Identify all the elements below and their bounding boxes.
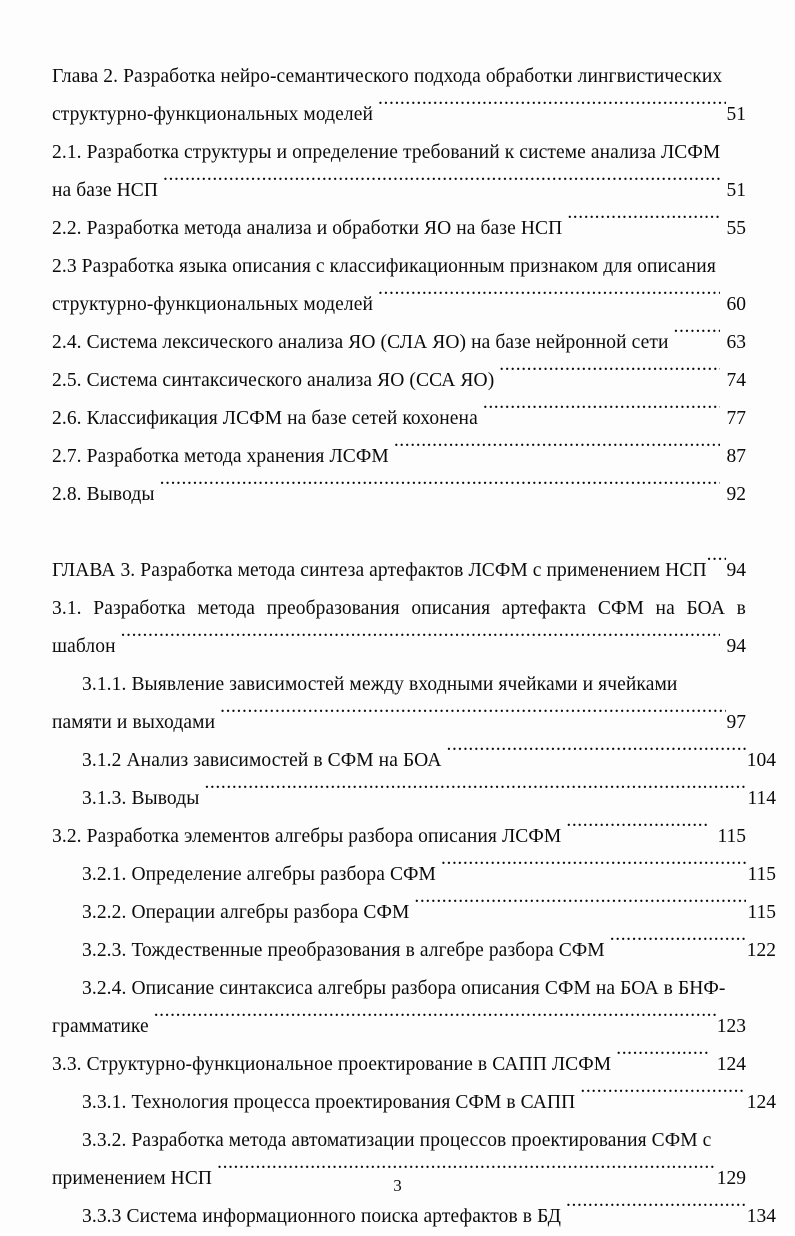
- toc-dot-leader: [441, 861, 746, 881]
- toc-dot-leader: [121, 633, 720, 653]
- toc-entry-line[interactable]: [52, 438, 746, 476]
- toc-dot-leader: [483, 405, 720, 425]
- toc-dot-leader: [160, 481, 720, 501]
- toc-entry-title: 3.3.3 Система информационного поиска артефактов в БД: [82, 1206, 562, 1227]
- toc-entry-page-number: 87: [726, 446, 746, 467]
- toc-entry-title: грамматике: [52, 1016, 149, 1037]
- toc-entry-title: 2.4. Система лексического анализа ЯО (СЛА ЯО) на базе нейронной сети: [52, 332, 669, 353]
- toc-entry-title: применением НСП: [52, 1168, 213, 1189]
- toc-entry-line[interactable]: [52, 362, 746, 400]
- toc-entry-line[interactable]: [52, 552, 746, 590]
- toc-entry-title: 3.3.2. Разработка метода автоматизации процессов проектирования СФМ с: [82, 1130, 712, 1151]
- toc-entry-line[interactable]: [52, 666, 776, 704]
- toc-entry-line[interactable]: [52, 970, 776, 1008]
- toc-entry-line[interactable]: [52, 856, 776, 894]
- toc-entry-page-number: 97: [726, 712, 746, 733]
- toc-entry-line[interactable]: [52, 704, 746, 742]
- toc-entry-line[interactable]: [52, 286, 746, 324]
- toc-entry-line[interactable]: [52, 134, 746, 172]
- toc-entry-page-number: 134: [746, 1206, 776, 1227]
- toc-dot-leader: [204, 785, 746, 805]
- toc-dot-leader: [566, 823, 710, 843]
- toc-dot-leader: [567, 215, 719, 235]
- toc-entry-page-number: 63: [726, 332, 746, 353]
- toc-entry-page-number: 124: [746, 1092, 776, 1113]
- table-of-contents: [52, 58, 776, 1236]
- toc-entry-title: 2.6. Классификация ЛСФМ на базе сетей кохонена: [52, 408, 478, 429]
- toc-entry-line[interactable]: [52, 1046, 746, 1084]
- toc-entry-title: памяти и выходами: [52, 712, 216, 733]
- toc-entry-line[interactable]: [52, 248, 746, 286]
- toc-entry-line[interactable]: [52, 1084, 776, 1122]
- toc-entry-page-number: 77: [726, 408, 746, 429]
- toc-entry-line[interactable]: [52, 210, 746, 248]
- toc-entry-page-number: 114: [747, 788, 776, 809]
- toc-entry-line[interactable]: [52, 172, 746, 210]
- toc-entry-title: 2.5. Система синтаксического анализа ЯО (ССА ЯО): [52, 370, 495, 391]
- toc-entry-page-number: 122: [746, 940, 776, 961]
- toc-entry-line[interactable]: [52, 58, 746, 96]
- toc-entry-line[interactable]: [52, 742, 776, 780]
- toc-entry-page-number: 51: [726, 104, 746, 125]
- toc-entry-title: 3.3.1. Технология процесса проектирования СФМ в САПП: [82, 1092, 576, 1113]
- toc-entry-page-number: 94: [726, 636, 746, 657]
- toc-entry-title: 2.8. Выводы: [52, 484, 155, 505]
- toc-entry-title: 3.1.1. Выявление зависимостей между входными ячейками и ячейками: [82, 674, 678, 695]
- toc-entry-title: Глава 2. Разработка нейро-семантического подхода обработки лингвистических: [52, 66, 723, 87]
- toc-entry-page-number: 51: [726, 180, 746, 201]
- toc-entry-title: 2.7. Разработка метода хранения ЛСФМ: [52, 446, 389, 467]
- toc-entry-title: 3.1.3. Выводы: [82, 788, 200, 809]
- toc-dot-leader: [499, 367, 719, 387]
- toc-entry-title: ГЛАВА 3. Разработка метода синтеза артефактов ЛСФМ с применением НСП: [52, 560, 707, 581]
- toc-entry-page-number: 92: [726, 484, 746, 505]
- toc-entry-line[interactable]: [52, 590, 746, 628]
- toc-entry-title: 2.3 Разработка языка описания с классификационным признаком для описания: [52, 256, 716, 277]
- toc-entry-page-number: 129: [716, 1168, 746, 1189]
- toc-entry-line[interactable]: [52, 932, 776, 970]
- toc-entry-title: 3.1.2 Анализ зависимостей в СФМ на БОА: [82, 750, 442, 771]
- toc-entry-line[interactable]: [52, 1008, 746, 1046]
- toc-entry-line[interactable]: [52, 818, 746, 856]
- toc-dot-leader: [414, 899, 746, 919]
- toc-dot-leader: [707, 557, 726, 577]
- toc-dot-leader: [447, 747, 746, 767]
- toc-dot-leader: [220, 709, 725, 729]
- toc-dot-leader: [394, 443, 720, 463]
- toc-entry-line[interactable]: [52, 324, 746, 362]
- toc-entry-title: 3.1. Разработка метода преобразования описания артефакта СФМ на БОА в: [52, 598, 746, 619]
- toc-entry-page-number: 124: [716, 1054, 746, 1075]
- toc-entry-title: структурно-функциональных моделей: [52, 294, 374, 315]
- toc-entry-line[interactable]: [52, 1122, 776, 1160]
- toc-entry-title: 2.1. Разработка структуры и определение требований к системе анализа ЛСФМ: [52, 142, 721, 163]
- toc-entry-title: 2.2. Разработка метода анализа и обработки ЯО на базе НСП: [52, 218, 563, 239]
- toc-dot-leader: [163, 177, 719, 197]
- toc-entry-page-number: 123: [716, 1016, 746, 1037]
- toc-entry-line[interactable]: [52, 628, 746, 666]
- toc-entry-line[interactable]: [52, 96, 746, 134]
- toc-entry-line[interactable]: [52, 400, 746, 438]
- toc-entry-page-number: 115: [717, 826, 746, 847]
- toc-dot-leader: [580, 1089, 745, 1109]
- toc-dot-leader: [378, 101, 725, 121]
- toc-entry-title: 3.2. Разработка элементов алгебры разбора описания ЛСФМ: [52, 826, 562, 847]
- toc-entry-page-number: 94: [726, 560, 746, 581]
- toc-entry-line[interactable]: [52, 780, 776, 818]
- toc-entry-line[interactable]: [52, 1198, 776, 1236]
- toc-entry-page-number: 74: [726, 370, 746, 391]
- toc-entry-title: 3.2.3. Тождественные преобразования в алгебре разбора СФМ: [82, 940, 605, 961]
- toc-entry-title: 3.2.1. Определение алгебры разбора СФМ: [82, 864, 436, 885]
- toc-entry-page-number: 115: [747, 864, 776, 885]
- toc-entry-page-number: 104: [746, 750, 776, 771]
- toc-dot-leader: [616, 1051, 710, 1071]
- toc-entry-page-number: 60: [726, 294, 746, 315]
- toc-entry-title: структурно-функциональных моделей: [52, 104, 374, 125]
- toc-entry-title: 3.3. Структурно-функциональное проектирование в САПП ЛСФМ: [52, 1054, 612, 1075]
- toc-entry-line[interactable]: [52, 476, 746, 514]
- toc-dot-leader: [610, 937, 746, 957]
- toc-dot-leader: [378, 291, 719, 311]
- toc-entry-title: на базе НСП: [52, 180, 159, 201]
- toc-dot-leader: [154, 1013, 716, 1033]
- toc-dot-leader: [674, 329, 720, 349]
- toc-entry-title: 3.2.2. Операции алгебры разбора СФМ: [82, 902, 410, 923]
- toc-dot-leader: [566, 1203, 746, 1223]
- toc-entry-line[interactable]: [52, 894, 776, 932]
- page-number-folio: 3: [393, 1176, 402, 1195]
- toc-entry-title: шаблон: [52, 636, 116, 657]
- toc-entry-title: 3.2.4. Описание синтаксиса алгебры разбора описания СФМ на БОА в БНФ-: [82, 978, 726, 999]
- toc-entry-page-number: 115: [747, 902, 776, 923]
- toc-entry-page-number: 55: [726, 218, 746, 239]
